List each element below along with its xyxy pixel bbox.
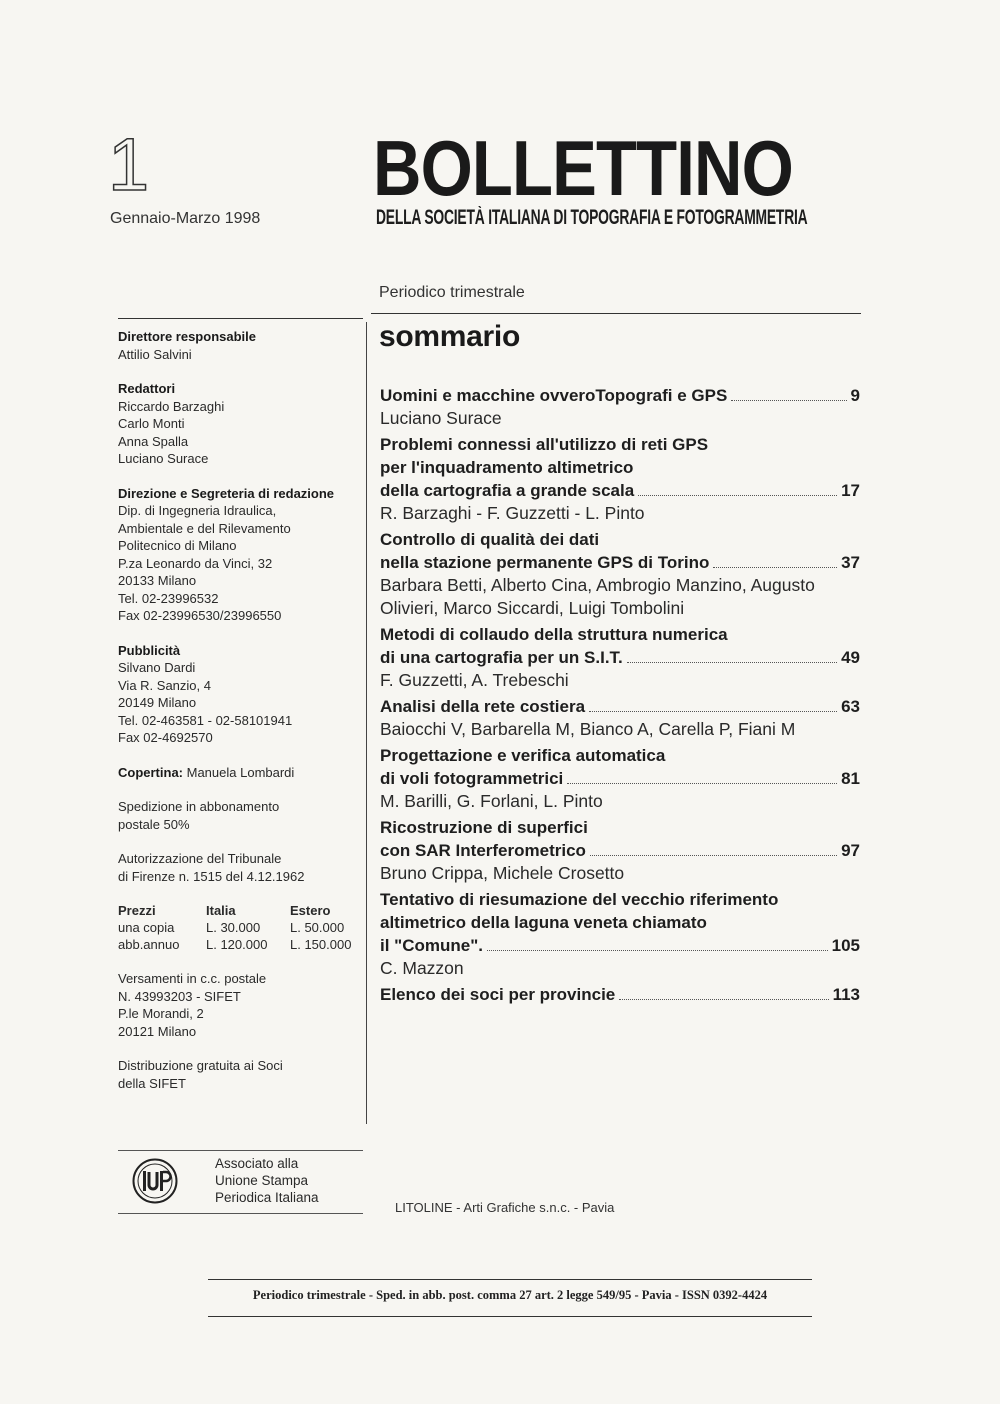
toc-entry (380, 695, 860, 741)
toc-page-number: 113 (832, 985, 860, 1004)
toc-title-text: con SAR Interferometrico (380, 841, 586, 860)
toc-leader-dots (619, 998, 828, 1000)
toc-title-line (380, 934, 860, 957)
toc-page-number: 49 (841, 648, 860, 667)
distribution-note (118, 1057, 368, 1092)
office-block (118, 485, 368, 625)
toc-title-text: di voli fotogrammetrici (380, 769, 564, 788)
office-line: Politecnico di Milano (118, 538, 237, 553)
ads-line: 20149 Milano (118, 695, 197, 710)
bottom-rule (208, 1316, 812, 1317)
cover-credit (118, 764, 368, 782)
journal-title: BOLLETTINO (373, 124, 793, 212)
editor-name: Luciano Surace (118, 451, 209, 466)
toc-title-line (380, 646, 860, 669)
toc-page-number: 17 (841, 481, 860, 500)
toc-entry (380, 384, 860, 430)
editor-name: Riccardo Barzaghi (118, 398, 225, 414)
editors-list (118, 398, 368, 468)
editor-name: Carlo Monti (118, 416, 185, 431)
toc-title-line (380, 479, 860, 502)
toc-title-text: il "Comune". (380, 936, 484, 955)
director-heading: Direttore responsabile (118, 329, 256, 344)
prices-cell: L. 150.000 (290, 937, 352, 952)
prices-cell: L. 30.000 (206, 920, 261, 935)
toc-entry (380, 983, 860, 1006)
toc-entry (380, 528, 860, 620)
director-block (118, 328, 368, 363)
toc-entry (380, 816, 860, 885)
distribution-line: della SIFET (118, 1075, 186, 1091)
ads-line: Silvano Dardi (118, 660, 196, 675)
prices-header-row (118, 902, 351, 919)
payment-line: N. 43993203 - SIFET (118, 988, 241, 1004)
table-of-contents (380, 384, 860, 1009)
toc-leader-dots (713, 566, 837, 568)
office-line: Dip. di Ingegneria Idraulica, (118, 503, 277, 518)
prices-block (118, 902, 368, 953)
editors-heading: Redattori (118, 381, 176, 396)
prices-cell: abb.annuo (118, 937, 180, 952)
toc-title-line (380, 384, 860, 407)
toc-title-line: Metodi di collaudo della struttura numerica (380, 625, 728, 644)
uspi-logo-icon (132, 1158, 178, 1204)
toc-title-text: nella stazione permanente GPS di Torino (380, 553, 710, 572)
prices-row (118, 919, 351, 936)
ads-line: Tel. 02-463581 - 02-58101941 (118, 712, 293, 728)
toc-page-number: 9 (850, 386, 860, 405)
prices-cell: L. 50.000 (290, 920, 345, 935)
toc-title-text: di una cartografia per un S.I.T. (380, 648, 623, 667)
authorization-note (118, 850, 368, 885)
shipping-line: postale 50% (118, 816, 190, 832)
toc-title-line (380, 695, 860, 718)
toc-leader-dots (487, 949, 828, 951)
toc-authors: F. Guzzetti, A. Trebeschi (380, 670, 569, 690)
toc-title-line (380, 767, 860, 790)
prices-table (118, 902, 351, 953)
toc-title-line: altimetrico della laguna veneta chiamato (380, 913, 707, 932)
toc-authors: Luciano Surace (380, 408, 502, 428)
association-text (215, 1155, 319, 1206)
toc-leader-dots (567, 782, 837, 784)
payment-line: 20121 Milano (118, 1023, 197, 1039)
association-line: Periodica Italiana (215, 1190, 319, 1205)
toc-page-number: 97 (841, 841, 860, 860)
office-line: Ambientale e del Rilevamento (118, 520, 291, 536)
sommario-title: sommario (379, 320, 520, 353)
payment-line: P.le Morandi, 2 (118, 1006, 204, 1021)
distribution-line: Distribuzione gratuita ai Soci (118, 1058, 283, 1073)
prices-header-cell: Estero (290, 903, 331, 918)
payment-info (118, 970, 368, 1040)
ads-line: Via R. Sanzio, 4 (118, 677, 211, 693)
ads-heading: Pubblicità (118, 642, 181, 658)
toc-entry (380, 744, 860, 813)
cover-label: Copertina: (118, 764, 183, 780)
toc-title-line: per l'inquadramento altimetrico (380, 458, 634, 477)
periodicity-label: Periodico trimestrale (379, 284, 525, 301)
toc-title-line (380, 839, 860, 862)
office-line: Tel. 02-23996532 (118, 590, 219, 606)
toc-page-number: 37 (841, 553, 860, 572)
office-address (118, 502, 368, 625)
association-line: Associato alla (215, 1156, 299, 1171)
prices-cell: L. 120.000 (206, 937, 268, 952)
association-rule (118, 1150, 363, 1151)
toc-authors: Barbara Betti, Alberto Cina, Ambrogio Manzino, Augusto (380, 575, 815, 595)
association-line: Unione Stampa (215, 1173, 309, 1188)
editor-name: Anna Spalla (118, 433, 189, 449)
toc-title-text: Elenco dei soci per provincie (380, 985, 616, 1004)
toc-authors: C. Mazzon (380, 958, 464, 978)
cover-name: Manuela Lombardi (186, 764, 295, 780)
association-rule (118, 1213, 363, 1214)
editors-block (118, 380, 368, 468)
office-line: 20133 Milano (118, 573, 197, 588)
masthead-rule (118, 318, 363, 319)
issue-number: 1 (108, 123, 150, 206)
toc-title-line: Ricostruzione di superfici (380, 818, 588, 837)
toc-leader-dots (589, 710, 837, 712)
toc-entry (380, 623, 860, 692)
toc-title-text: Analisi della rete costiera (380, 697, 586, 716)
director-name: Attilio Salvini (118, 346, 192, 362)
toc-authors: M. Barilli, G. Forlani, L. Pinto (380, 791, 603, 811)
toc-authors: Bruno Crippa, Michele Crosetto (380, 863, 625, 883)
payment-line: Versamenti in c.c. postale (118, 971, 267, 986)
bottom-rule (208, 1279, 812, 1280)
toc-title-line (380, 551, 860, 574)
toc-authors: R. Barzaghi - F. Guzzetti - L. Pinto (380, 503, 645, 523)
prices-header-cell: Prezzi (118, 903, 156, 918)
toc-title-line: Tentativo di riesumazione del vecchio riferimento (380, 890, 779, 909)
authorization-line: di Firenze n. 1515 del 4.12.1962 (118, 868, 305, 884)
toc-entry (380, 888, 860, 980)
ads-block (118, 642, 368, 747)
prices-row (118, 936, 351, 953)
toc-authors: Baiocchi V, Barbarella M, Bianco A, Carella P, Fiani M (380, 719, 796, 739)
toc-leader-dots (731, 399, 846, 401)
shipping-line: Spedizione in abbonamento (118, 799, 280, 814)
toc-title-line: Progettazione e verifica automatica (380, 746, 666, 765)
journal-subtitle: DELLA SOCIETÀ ITALIANA DI TOPOGRAFIA E FOTOGRAMMETRIA (376, 206, 808, 229)
header-rule (371, 313, 861, 314)
prices-cell: una copia (118, 920, 175, 935)
toc-leader-dots (590, 854, 837, 856)
authorization-line: Autorizzazione del Tribunale (118, 851, 282, 866)
toc-leader-dots (638, 494, 837, 496)
office-line: Fax 02-23996530/23996550 (118, 608, 282, 623)
toc-leader-dots (627, 661, 837, 663)
toc-title-text: Uomini e macchine ovveroTopografi e GPS (380, 386, 728, 405)
legal-note: Periodico trimestrale - Sped. in abb. post. comma 27 art. 2 legge 549/95 - Pavia - ISSN 0392-4424 (252, 1288, 768, 1302)
toc-page-number: 81 (841, 769, 860, 788)
toc-page-number: 105 (831, 936, 860, 955)
office-heading: Direzione e Segreteria di redazione (118, 485, 335, 501)
toc-title-text: della cartografia a grande scala (380, 481, 635, 500)
toc-page-number: 63 (841, 697, 860, 716)
printer-credit: LITOLINE - Arti Grafiche s.n.c. - Pavia (395, 1200, 615, 1215)
office-line: P.za Leonardo da Vinci, 32 (118, 555, 273, 571)
toc-title-line: Controllo di qualità dei dati (380, 530, 600, 549)
toc-title-line: Problemi connessi all'utilizzo di reti GPS (380, 435, 709, 454)
prices-header-cell: Italia (206, 903, 236, 918)
ads-address (118, 659, 368, 747)
toc-title-line (380, 983, 860, 1006)
ads-line: Fax 02-4692570 (118, 730, 213, 745)
toc-entry (380, 433, 860, 525)
masthead (118, 328, 368, 1109)
issue-date: Gennaio-Marzo 1998 (110, 210, 261, 227)
shipping-note (118, 798, 368, 833)
toc-authors: Olivieri, Marco Siccardi, Luigi Tombolini (380, 598, 685, 618)
